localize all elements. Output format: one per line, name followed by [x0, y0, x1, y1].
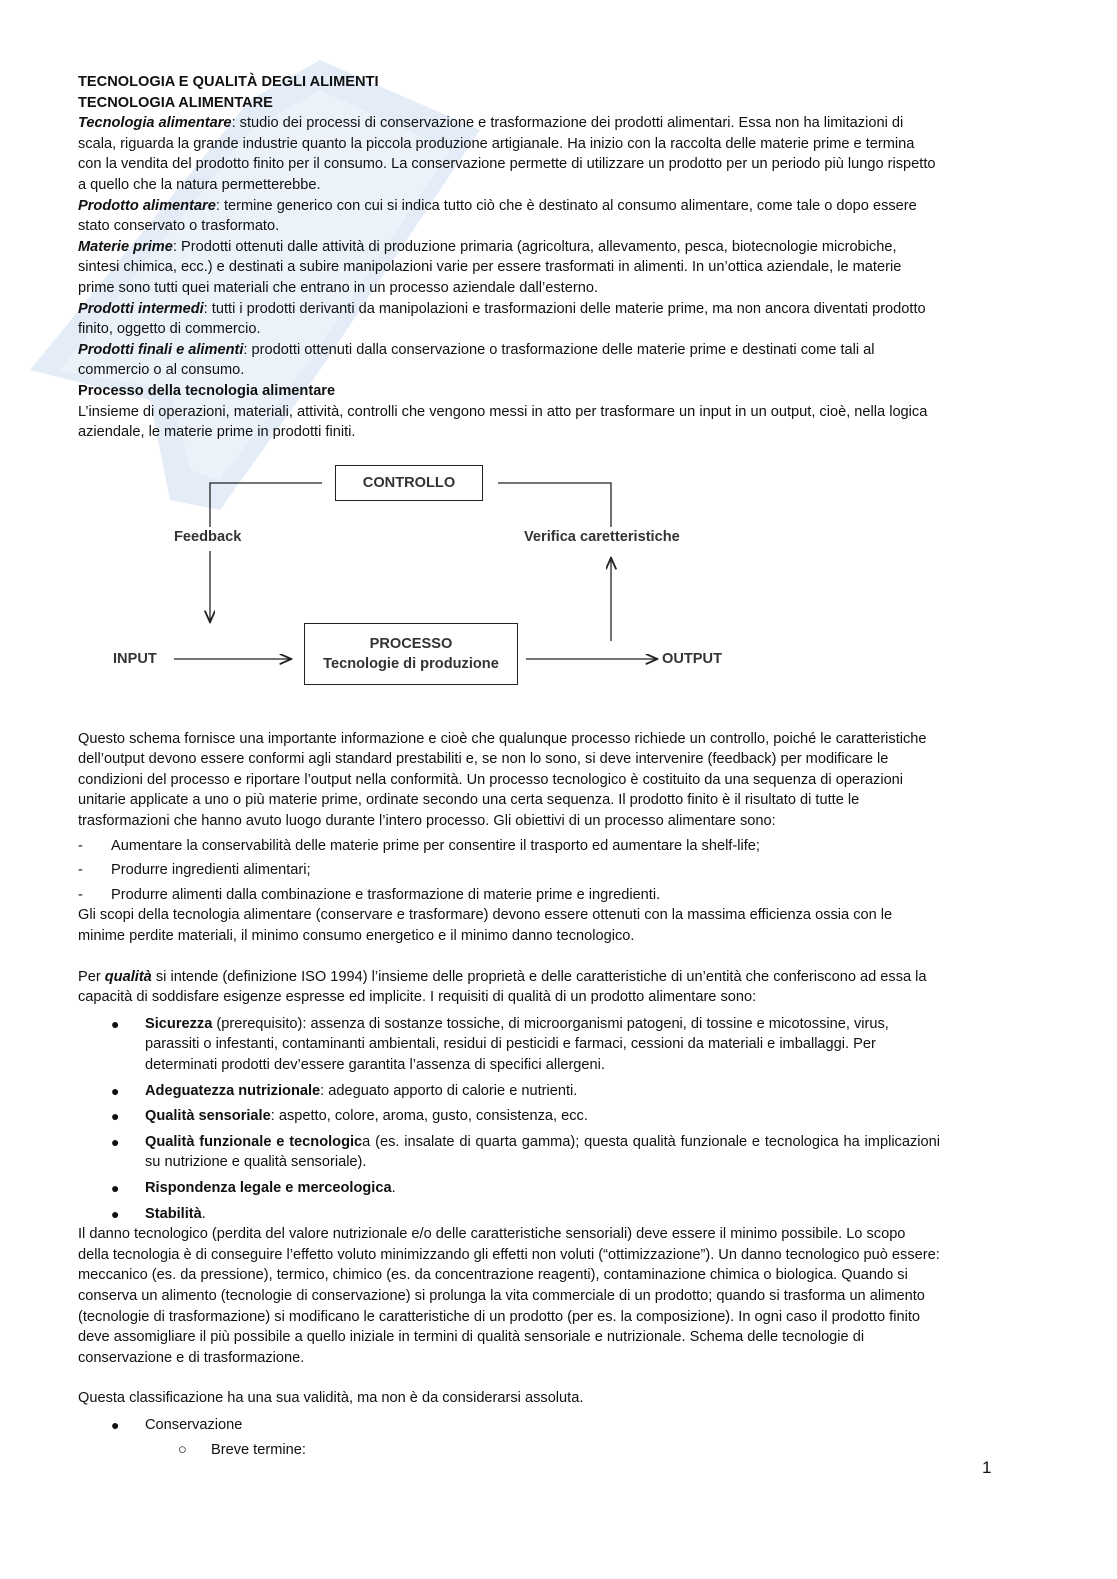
list-item: ● Qualità sensoriale: aspetto, colore, aroma, gusto, consistenza, ecc. — [111, 1108, 588, 1125]
process-heading: Processo della tecnologia alimentare — [78, 382, 336, 399]
definition-paragraph: Materie prime: Prodotti ottenuti dalle attività di produzione primaria (agricoltura, allevamento, pesca, biotecnologie microbiche, sintesi chimica, ecc.) e destinati a subire manipolazioni varie per essere trasformati in alimenti. In un’ottica aziendale, le materie prime sono tutti quei materiali che entrano in un processo aziendale dall’esterno. — [78, 238, 902, 296]
document-title: TECNOLOGIA E QUALITÀ DEGLI ALIMENTI — [78, 74, 379, 90]
damage-paragraph: Il danno tecnologico (perdita del valore nutrizionale e/o delle caratteristiche sensoriali) deve essere il minimo possibile. Lo scopo della tecnologia è di conseguire l’effetto voluto minimizzando gli effetti non voluti (“ottimizzazione”). Un danno tecnologico può essere: meccanico (es. da pressione), termico, chimico (es. da concentrazione reagenti), contaminazione chimica o biologica. Quando si conserva un alimento (tecnologie di conservazione) si prolunga la vita commerciale di un prodotto; quando si trasforma un alimento (tecnologie di trasformazione) si modificano le caratteristiche di un prodotto (per es. la composizione). In ogni caso il prodotto finito deve assomigliare il più possibile a quello iniziale in termini di qualità sensoriale e nutrizionale. Schema delle tecnologie di conservazione e di trasformazione. — [78, 1226, 940, 1366]
feedback-label: Feedback — [174, 528, 242, 545]
process-paragraph: L’insieme di operazioni, materiali, attività, controlli che vengono messi in atto per trasformare un input in un output, cioè, nella logica aziendale, le materie prime in prodotti finiti. — [78, 403, 928, 441]
input-label: INPUT — [113, 650, 157, 667]
definition-paragraph: Prodotti intermedi: tutti i prodotti derivanti da manipolazioni e trasformazioni delle materie prime, ma non ancora diventati prodotto finito, oggetto di commercio. — [78, 300, 926, 338]
classification-list — [78, 1415, 940, 1436]
list-item: ● Sicurezza (prerequisito): assenza di sostanze tossiche, di microorganismi patogeni, di tossine e micotossine, virus, parassiti o infestanti, contaminanti ambientali, residui di pesticidi e farmaci, cessioni da materiali e imballaggi. Per determinati prodotti dev’essere garantita l’assenza di specifici allergeni. — [111, 1015, 889, 1073]
list-item: ● Stabilità. — [111, 1205, 206, 1222]
list-item: ○ Breve termine: — [178, 1441, 306, 1458]
list-item: ● Rispondenza legale e merceologica. — [111, 1179, 396, 1196]
list-item: - Produrre alimenti dalla combinazione e trasformazione di materie prime e ingredienti. — [78, 886, 661, 903]
quality-paragraph: Per qualità si intende (definizione ISO 1994) l’insieme delle proprietà e delle caratteristiche di un’entità che conferiscono ad essa la capacità di soddisfare esigenze espresse ed implicite. I requisiti di qualità di un prodotto alimentare sono: — [78, 968, 927, 1006]
document-body — [78, 72, 940, 1460]
list-item: ● Adeguatezza nutrizionale: adeguato apporto di calorie e nutrienti. — [111, 1082, 578, 1099]
list-item: - Aumentare la conservabilità delle materie prime per consentire il trasporto ed aumentare la shelf-life; — [78, 837, 760, 854]
controllo-box: CONTROLLO — [335, 465, 483, 501]
definitions — [78, 113, 940, 381]
objectives-list — [78, 836, 940, 906]
list-item: ● Qualità funzionale e tecnologica (es. insalate di quarta gamma); questa qualità funzionale e tecnologica ha implicazioni su nutrizione e qualità sensoriale). — [111, 1133, 940, 1171]
process-diagram — [78, 447, 940, 729]
page-number: 1 — [982, 1458, 992, 1477]
list-item: ● Conservazione — [111, 1416, 243, 1433]
classification-paragraph: Questa classificazione ha una sua validità, ma non è da considerarsi assoluta. — [78, 1390, 584, 1407]
definition-paragraph: Tecnologia alimentare: studio dei processi di conservazione e trasformazione dei prodotti alimentari. Essa non ha limitazioni di scala, riguarda la grande industrie quanto la piccola produzione artigianale. Ha inizio con la raccolta delle materie prime e termina con la vendita del prodotto finito per il consumo. La conservazione permette di utilizzare un prodotto per un periodo più lungo rispetto a quello che la natura permetterebbe. — [78, 115, 936, 193]
section-title: TECNOLOGIA ALIMENTARE — [78, 94, 273, 111]
verifica-label: Verifica caretteristiche — [524, 528, 680, 545]
processo-box: PROCESSO Tecnologie di produzione — [304, 623, 518, 685]
definition-paragraph: Prodotti finali e alimenti: prodotti ottenuti dalla conservazione o trasformazione delle materie prime e destinati come tali al commercio o al consumo. — [78, 341, 875, 379]
diagram-connectors — [78, 447, 940, 729]
definition-paragraph: Prodotto alimentare: termine generico con cui si indica tutto ciò che è destinato al consumo alimentare, come tale o dopo essere stato conservato o trasformato. — [78, 197, 917, 235]
feedback-line-top — [210, 483, 322, 527]
output-label: OUTPUT — [662, 650, 722, 667]
requirements-list — [78, 1014, 940, 1224]
verify-line-top — [498, 483, 611, 527]
classification-sublist — [78, 1440, 940, 1461]
list-item: - Produrre ingredienti alimentari; — [78, 862, 311, 879]
schema-paragraph: Questo schema fornisce una importante informazione e cioè che qualunque processo richiede un controllo, poiché le caratteristiche dell’output devono essere conformi agli standard prestabiliti e, se non lo sono, si deve intervenire (feedback) per modificare le condizioni del processo e riportare l’output nella conformità. Un processo tecnologico è costituito da una sequenza di operazioni unitarie applicate a uno o più materie prime, ordinate secondo una certa sequenza. Il prodotto finito è il risultato di tutte le trasformazioni che hanno avuto luogo durante l’intero processo. Gli obiettivi di un processo alimentare sono: — [78, 730, 927, 830]
scopes-paragraph: Gli scopi della tecnologia alimentare (conservare e trasformare) devono essere ottenuti con la massima efficienza ossia con le minime perdite materiali, il minimo consumo energetico e il minimo danno tecnologico. — [78, 907, 893, 945]
